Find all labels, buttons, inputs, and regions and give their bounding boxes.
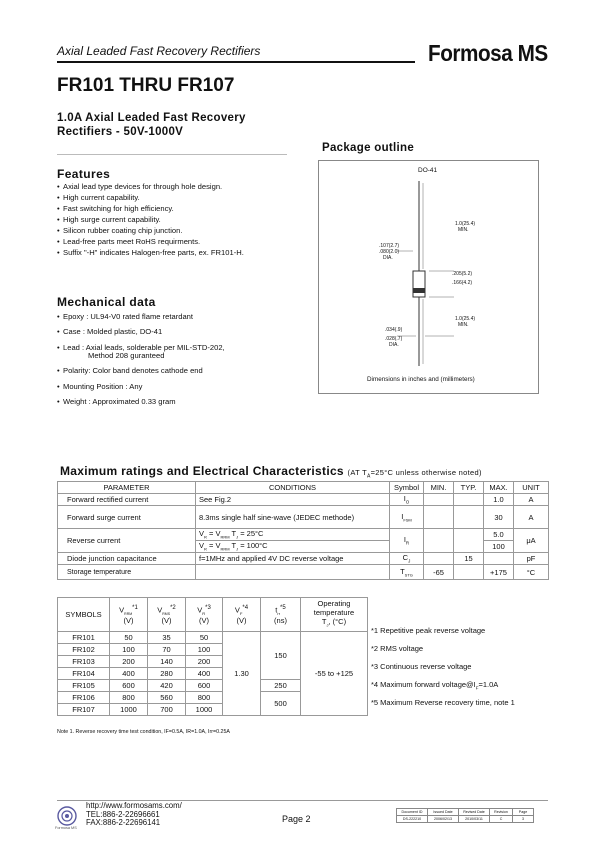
- features-list: [57, 181, 244, 258]
- lower-lead-length-dimension: [455, 316, 475, 328]
- max-cell: 5.0: [484, 529, 514, 541]
- feature-item: • High current capability.: [57, 192, 244, 203]
- feature-item: • Suffix "-H" indicates Halogen-free parts, ex. FR101-H.: [57, 247, 244, 258]
- typ-cell: 15: [454, 553, 484, 565]
- symbol-cell: [390, 494, 424, 506]
- vrms-cell: 280: [148, 668, 186, 680]
- h-unit: (V): [199, 615, 209, 625]
- dim-text: .205(5.2): [452, 271, 473, 277]
- header-rule: [57, 61, 415, 63]
- h-sub: R: [202, 610, 206, 616]
- h-note: *2: [170, 604, 176, 611]
- sym-sub: J: [408, 558, 411, 564]
- mechanical-item: • Polarity: Color band denotes cathode end: [57, 367, 225, 375]
- sym: C: [402, 553, 409, 563]
- telephone: TEL:886-2-22696661: [86, 809, 160, 819]
- s: J: [236, 534, 239, 540]
- header-cell: CONDITIONS: [196, 482, 390, 494]
- ratings-by-part-table: [57, 597, 368, 716]
- note-text: =1.0A: [478, 680, 499, 689]
- t: = 100°C: [238, 541, 268, 551]
- header-cell: Revised Date: [459, 809, 490, 816]
- vr-cell: 100: [186, 644, 223, 656]
- feature-item: • Lead-free parts meet RoHS requirments.: [57, 236, 244, 247]
- cond-cell: See Fig.2: [196, 494, 390, 506]
- t: V: [199, 529, 205, 539]
- h: temperature: [313, 608, 355, 618]
- product-description: [57, 111, 246, 139]
- note-text: *4 Maximum forward voltage@I: [371, 680, 476, 689]
- s: RRM: [220, 546, 230, 552]
- value-cell: DS-222210: [397, 816, 428, 823]
- vf-cell: 1.30: [223, 632, 261, 716]
- table-row: [58, 553, 549, 565]
- t: V: [199, 541, 205, 551]
- part-cell: FR104: [58, 668, 110, 680]
- vrrm-cell: 800: [110, 692, 148, 704]
- vrrm-cell: 200: [110, 656, 148, 668]
- symbol-cell: [390, 529, 424, 553]
- trr-cell: 150: [261, 632, 301, 680]
- table-row: [58, 632, 368, 644]
- vrrm-cell: 600: [110, 680, 148, 692]
- symbol-cell: [390, 506, 424, 529]
- min-cell: -65: [424, 565, 454, 580]
- sym: I: [401, 511, 404, 521]
- value-cell: 3: [513, 816, 534, 823]
- vrrm-cell: 1000: [110, 704, 148, 716]
- mechanical-item: • Lead : Axial leads, solderable per MIL-STD-202,: [57, 344, 225, 352]
- feature-item: • Fast switching for high efficiency.: [57, 203, 244, 214]
- trr-cell: 250: [261, 680, 301, 692]
- part-cell: FR106: [58, 692, 110, 704]
- param-cell: Diode junction capacitance: [58, 553, 196, 565]
- test-condition-note: Note 1. Reverse recovery time test condition, IF=0.5A, IR=1.0A, Irr=0.25A: [57, 729, 230, 735]
- lead-length-dimension: [455, 221, 475, 233]
- contact-info: [86, 802, 182, 828]
- cond-cell: [196, 529, 390, 541]
- mechanical-item: • Epoxy : UL94-V0 rated flame retardant: [57, 313, 225, 321]
- h-sub: rr: [277, 610, 281, 616]
- note-item: *1 Repetitive peak reverse voltage: [371, 626, 486, 635]
- header-cell: PARAMETER: [58, 482, 196, 494]
- header-cell: [110, 598, 148, 632]
- header-cell: UNIT: [514, 482, 549, 494]
- sym: T: [400, 566, 405, 576]
- body-diameter-dimension: [379, 243, 399, 261]
- vrms-cell: 140: [148, 656, 186, 668]
- param-cell: Forward surge current: [58, 506, 196, 529]
- vrrm-cell: 100: [110, 644, 148, 656]
- package-name-label: DO-41: [418, 167, 438, 174]
- symbol-cell: [390, 565, 424, 580]
- param-cell: Storage temperature: [58, 565, 196, 580]
- s: J: [236, 546, 239, 552]
- body-length-dimension: [452, 271, 472, 286]
- mechanical-item: • Weight : Approximated 0.33 gram: [57, 398, 225, 406]
- header-cell: Document ID: [397, 809, 428, 816]
- header-cell: [186, 598, 223, 632]
- h: V: [119, 605, 125, 614]
- company-logo-icon: [56, 805, 78, 827]
- value-cell: C: [490, 816, 513, 823]
- max-cell: 100: [484, 541, 514, 553]
- h-sub: RRM: [124, 611, 133, 616]
- test-conditions: [347, 468, 482, 480]
- sym-sub: STG: [404, 572, 413, 578]
- part-cell: FR101: [58, 632, 110, 644]
- h-note: *3: [205, 604, 211, 611]
- trr-cell: 500: [261, 692, 301, 716]
- table-header-row: [58, 482, 549, 494]
- h: T: [321, 617, 327, 627]
- dim-text: .107(2.7): [379, 243, 400, 249]
- header-cell: Page: [513, 809, 534, 816]
- param-cell: Forward rectified current: [58, 494, 196, 506]
- description-line-1: 1.0A Axial Leaded Fast Recovery: [57, 112, 246, 124]
- part-cell: FR102: [58, 644, 110, 656]
- cond-text: (AT T: [347, 468, 367, 477]
- features-heading: Features: [57, 167, 111, 181]
- unit-cell: A: [514, 494, 549, 506]
- lead-standard-text: Method 208 guranteed: [88, 350, 165, 360]
- dim-text: 1.0(25.4): [455, 316, 476, 322]
- vr-cell: 800: [186, 692, 223, 704]
- dim-text: DIA.: [383, 255, 393, 261]
- header-cell: Revision: [490, 809, 513, 816]
- sym-sub: O: [405, 499, 410, 505]
- unit-cell: °C: [514, 565, 549, 580]
- symbol-cell: [390, 553, 424, 565]
- h: t: [275, 605, 278, 614]
- h-note: *4: [242, 604, 249, 611]
- dim-text: .028(.7): [385, 336, 403, 342]
- vrms-cell: 560: [148, 692, 186, 704]
- max-cell: +175: [484, 565, 514, 580]
- note-item: *5 Maximum Reverse recovery time, note 1: [371, 698, 515, 707]
- header-cell: Symbol: [390, 482, 424, 494]
- header-cell: Issued Date: [428, 809, 459, 816]
- vrrm-cell: 400: [110, 668, 148, 680]
- s: R: [204, 534, 207, 540]
- temp-cell: -55 to +125: [301, 632, 368, 716]
- header-cell: MIN.: [424, 482, 454, 494]
- vrrm-cell: 50: [110, 632, 148, 644]
- h: V: [157, 605, 163, 614]
- note-sub: F: [475, 685, 479, 691]
- h-sub: J: [326, 622, 329, 628]
- dim-text: DIA.: [389, 342, 399, 348]
- s: RRM: [220, 534, 230, 540]
- unit-cell: A: [514, 506, 549, 529]
- sym-sub: FSM: [403, 517, 412, 523]
- mechanical-heading: Mechanical data: [57, 295, 156, 309]
- h: V: [234, 605, 240, 614]
- sym: I: [403, 494, 406, 504]
- max-ratings-table: [57, 481, 549, 580]
- value-cell: 2006/02/13: [428, 816, 459, 823]
- vr-cell: 50: [186, 632, 223, 644]
- unit-cell: pF: [514, 553, 549, 565]
- fax: FAX:886-2-22696141: [86, 818, 161, 828]
- vrms-cell: 420: [148, 680, 186, 692]
- page-number: Page 2: [282, 814, 311, 824]
- package-outline-heading: Package outline: [322, 142, 415, 154]
- feature-item: • High surge current capability.: [57, 214, 244, 225]
- feature-item: • Axial lead type devices for through hole design.: [57, 181, 244, 192]
- h: V: [197, 605, 203, 614]
- t: T: [229, 529, 237, 539]
- part-cell: FR105: [58, 680, 110, 692]
- t: T: [229, 541, 237, 551]
- dim-text: .166(4.2): [452, 280, 473, 286]
- feature-item: • Silicon rubber coating chip junction.: [57, 225, 244, 236]
- package-outline-box: [318, 160, 539, 394]
- cond-sub: A: [366, 473, 371, 480]
- unit-cell: μA: [514, 529, 549, 553]
- max-cell: 1.0: [484, 494, 514, 506]
- cond-cell: 8.3ms single half sine-wave (JEDEC methode): [196, 506, 390, 529]
- h-unit: (V): [161, 615, 172, 625]
- vr-cell: 1000: [186, 704, 223, 716]
- vr-cell: 600: [186, 680, 223, 692]
- max-ratings-heading: [60, 464, 482, 480]
- h: Operating: [317, 599, 351, 609]
- mechanical-item: • Mounting Position : Any: [57, 383, 225, 391]
- part-cell: FR103: [58, 656, 110, 668]
- h-sub: F: [239, 610, 243, 616]
- table-row: [58, 506, 549, 529]
- h-note: *1: [132, 604, 138, 611]
- h-unit: (V): [236, 615, 247, 625]
- max-ratings-title: Maximum ratings and Electrical Characteristics: [60, 464, 344, 478]
- header-cell: TYP.: [454, 482, 484, 494]
- header-cell: [301, 598, 368, 632]
- symbol-notes: [371, 626, 515, 716]
- header-cell: SYMBOLS: [58, 598, 110, 632]
- table-row: [58, 565, 549, 580]
- header-cell: [223, 598, 261, 632]
- value-cell: 2010/03/11: [459, 816, 490, 823]
- table-row: [397, 816, 534, 823]
- description-line-2: Rectifiers - 50V-1000V: [57, 126, 184, 138]
- do41-drawing: [319, 161, 538, 393]
- table-row: [58, 494, 549, 506]
- document-info-table: [396, 808, 534, 823]
- package-caption: Dimensions in inches and (millimeters): [367, 376, 475, 383]
- table-row: [58, 529, 549, 541]
- mechanical-list: [57, 313, 225, 413]
- t: = V: [206, 541, 221, 551]
- vrms-cell: 35: [148, 632, 186, 644]
- brand-logo-text: Formosa MS: [428, 40, 548, 66]
- dim-text: MIN.: [458, 322, 469, 328]
- s: R: [204, 546, 207, 552]
- vrms-cell: 700: [148, 704, 186, 716]
- header-cell: [261, 598, 301, 632]
- cond-text: =25°C unless otherwise noted): [370, 468, 482, 477]
- note-item: *3 Continuous reverse voltage: [371, 662, 472, 671]
- mechanical-item: • Case : Molded plastic, DO-41: [57, 328, 225, 336]
- sym: I: [403, 535, 406, 545]
- dim-text: 1.0(25.4): [455, 221, 476, 227]
- max-cell: 30: [484, 506, 514, 529]
- h-unit: (V): [123, 615, 134, 625]
- table-header-row: [397, 809, 534, 816]
- document-subtitle: Axial Leaded Fast Recovery Rectifiers: [57, 44, 261, 58]
- section-divider: [57, 154, 287, 155]
- logo-caption: Formosa MS: [55, 826, 77, 830]
- note-item: [371, 680, 515, 698]
- vr-cell: 200: [186, 656, 223, 668]
- h-unit: (ns): [274, 615, 287, 625]
- wire-diameter-dimension: [385, 327, 402, 348]
- dim-text: .034(.9): [385, 327, 403, 333]
- mechanical-item-continued: [57, 352, 225, 360]
- h-sub: RMS: [162, 611, 171, 616]
- h-note: *5: [280, 604, 286, 611]
- cond-cell: [196, 541, 390, 553]
- part-cell: FR107: [58, 704, 110, 716]
- part-number-title: FR101 THRU FR107: [57, 75, 235, 96]
- header-cell: MAX.: [484, 482, 514, 494]
- website-link[interactable]: http://www.formosams.com/: [86, 801, 182, 810]
- t: = 25°C: [238, 529, 264, 539]
- note-item: *2 RMS voltage: [371, 644, 424, 653]
- vrms-cell: 70: [148, 644, 186, 656]
- h: , (°C): [328, 617, 347, 627]
- cond-cell: f=1MHz and applied 4V DC reverse voltage: [196, 553, 390, 565]
- header-cell: [148, 598, 186, 632]
- sym-sub: R: [405, 540, 410, 546]
- t: = V: [206, 529, 221, 539]
- dim-text: MIN.: [458, 227, 469, 233]
- dim-text: .080(2.0): [379, 249, 400, 255]
- param-cell: Reverse current: [58, 529, 196, 553]
- table-header-row: [58, 598, 368, 632]
- vr-cell: 400: [186, 668, 223, 680]
